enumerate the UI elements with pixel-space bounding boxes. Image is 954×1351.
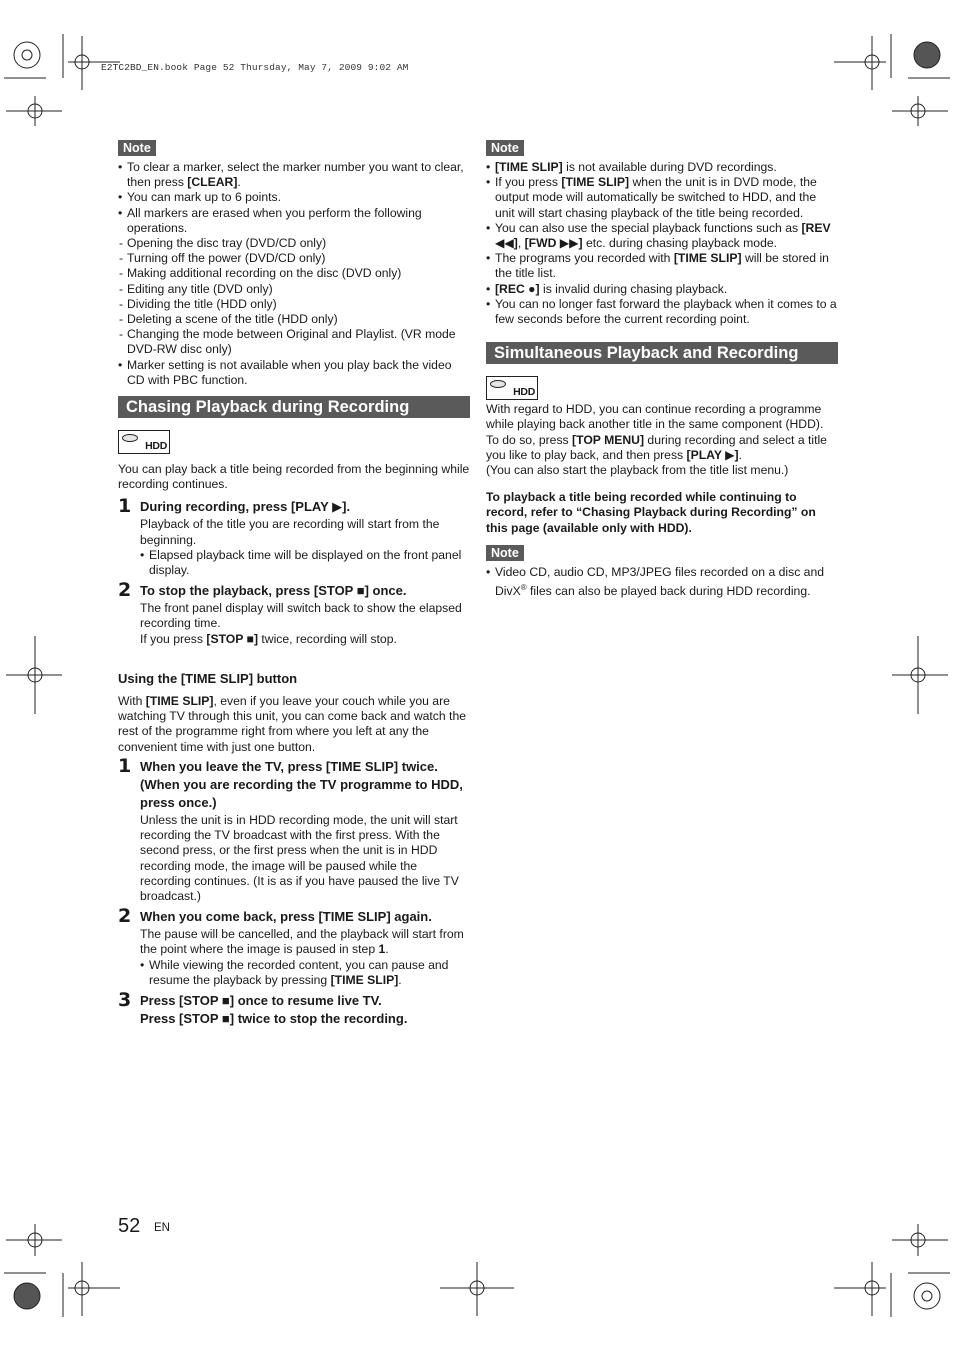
note-item: • All markers are erased when you perform the following operations. - Opening the disc tray (DVD/CD only) - Turning off the power (DVD/CD only) - Making additional recording on the disc (DVD only) - Editing any title (DVD only) - Dividing the title (HDD only) - Deleting a scene of the title (HDD only) - Changing the mode between Original and Playlist. (VR mode DVD-RW disc only) bbox=[118, 206, 470, 358]
crosshair-top-right-side bbox=[892, 96, 948, 126]
note-label: Note bbox=[486, 140, 524, 156]
step-body: The pause will be cancelled, and the playback will start from the point where the image is paused in step 1. • While viewing the recorded content, you can pause and resume the playback by pressing [TIME SLIP]. bbox=[140, 927, 470, 988]
step-number: 1 bbox=[118, 754, 132, 777]
crosshair-mid-left bbox=[6, 636, 62, 714]
note-item: • [REC ●] is invalid during chasing playback. bbox=[486, 282, 838, 297]
note-item: • You can mark up to 6 points. bbox=[118, 190, 470, 205]
step-1-play bbox=[118, 495, 470, 578]
hdd-icon: HDD bbox=[486, 376, 538, 400]
crosshair-top-right bbox=[834, 36, 886, 90]
note-item: • If you press [TIME SLIP] when the unit is in DVD mode, the output mode will automatically be switched to HDD, and the unit will start chasing playback of the title being recorded. bbox=[486, 175, 838, 221]
operation-item: - Deleting a scene of the title (HDD only) bbox=[118, 312, 470, 327]
crosshair-bottom-left bbox=[68, 1262, 120, 1316]
section-heading-simultaneous: Simultaneous Playback and Recording bbox=[486, 342, 838, 364]
print-slug: E2TC2BD_EN.book Page 52 Thursday, May 7, 2009 9:02 AM bbox=[101, 62, 409, 73]
note-item: • [TIME SLIP] is not available during DVD recordings. bbox=[486, 160, 838, 175]
step-number: 1 bbox=[118, 495, 132, 518]
note-label: Note bbox=[486, 545, 524, 561]
operations-list bbox=[118, 236, 470, 358]
timeslip-heading: Using the [TIME SLIP] button bbox=[118, 670, 298, 686]
simul-para-3: (You can also start the playback from the title list menu.) bbox=[486, 463, 789, 478]
operation-item: - Turning off the power (DVD/CD only) bbox=[118, 251, 470, 266]
note-item: • You can also use the special playback functions such as [REV ◀◀], [FWD ▶▶] etc. during chasing playback mode. bbox=[486, 221, 838, 251]
step-number: 2 bbox=[118, 579, 132, 602]
crosshair-bottom-center bbox=[440, 1262, 514, 1316]
note-item: • Video CD, audio CD, MP3/JPEG files recorded on a disc and DivX® files can also be played back during HDD recording. bbox=[486, 565, 838, 599]
note-list bbox=[486, 565, 838, 599]
step-body: Unless the unit is in HDD recording mode, the unit will start recording the TV broadcast with the first press. With the second press, or the first press when the unit is in HDD recording mode, the image will be paused while the recording continues. (It is as if you have paused the live TV broadcast.) bbox=[140, 812, 459, 903]
left-column bbox=[118, 140, 470, 1028]
note-list bbox=[486, 160, 838, 327]
disk-glyph-icon bbox=[122, 434, 138, 442]
note-item: • You can no longer fast forward the playback when it comes to a few seconds before the current recording point. bbox=[486, 297, 838, 327]
timeslip-step-3 bbox=[118, 988, 470, 1028]
page-number: 52 bbox=[118, 1215, 141, 1237]
step-body: Playback of the title you are recording will start from the beginning. • Elapsed playback time will be displayed on the front panel display. bbox=[140, 517, 470, 578]
timeslip-step-1 bbox=[118, 754, 470, 904]
hdd-badge-wrap bbox=[118, 430, 470, 454]
registration-starburst-top-left bbox=[14, 42, 40, 68]
crosshair-bottom-right bbox=[834, 1262, 886, 1316]
step-bullet: • While viewing the recorded content, you can pause and resume the playback by pressing [TIME SLIP]. bbox=[140, 958, 470, 988]
timeslip-intro: With [TIME SLIP], even if you leave your couch while you are watching TV through this unit, you can come back and watch the rest of the programme right from where you left at any the convenient time with just one button. bbox=[118, 694, 466, 754]
registration-starburst-bottom-right bbox=[914, 1283, 940, 1309]
crosshair-bottom-right-side bbox=[892, 1224, 948, 1256]
note-item: • The programs you recorded with [TIME SLIP] will be stored in the title list. bbox=[486, 251, 838, 281]
step-number: 3 bbox=[118, 988, 132, 1011]
note-label: Note bbox=[118, 140, 156, 156]
page-language: EN bbox=[154, 1222, 170, 1234]
crosshair-top-left-side bbox=[6, 96, 62, 126]
step-title: During recording, press [PLAY ▶]. bbox=[140, 499, 351, 515]
simul-para-1: With regard to HDD, you can continue recording a programme while playing back another title in the same component (HDD). bbox=[486, 402, 824, 432]
operation-item: - Dividing the title (HDD only) bbox=[118, 297, 470, 312]
section-heading-chasing-playback: Chasing Playback during Recording bbox=[118, 396, 470, 418]
step-title: Press [STOP ■] twice to stop the recording. bbox=[140, 1010, 408, 1026]
note-list bbox=[118, 160, 470, 388]
operation-item: - Changing the mode between Original and Playlist. (VR mode DVD-RW disc only) bbox=[118, 327, 470, 357]
step-title: Press [STOP ■] once to resume live TV. bbox=[140, 992, 382, 1008]
step-2-stop bbox=[118, 579, 470, 647]
step-bullet: • Elapsed playback time will be displayed on the front panel display. bbox=[140, 548, 470, 578]
step-title: To stop the playback, press [STOP ■] once. bbox=[140, 583, 407, 599]
operation-item: - Making additional recording on the disc (DVD only) bbox=[118, 266, 470, 281]
registration-starburst-top-right bbox=[914, 42, 940, 68]
step-body: The front panel display will switch back to show the elapsed recording time. If you press [STOP ■] twice, recording will stop. bbox=[140, 601, 462, 646]
registration-starburst-bottom-left bbox=[14, 1283, 40, 1309]
right-column bbox=[486, 140, 838, 599]
hdd-badge-wrap bbox=[486, 376, 838, 400]
chasing-intro: You can play back a title being recorded from the beginning while recording continues. bbox=[118, 462, 470, 492]
step-title: When you leave the TV, press [TIME SLIP] twice. (When you are recording the TV programme to HDD, press once.) bbox=[140, 758, 463, 810]
step-number: 2 bbox=[118, 905, 132, 928]
hdd-icon: HDD bbox=[118, 430, 170, 454]
note-item: • Marker setting is not available when you play back the video CD with PBC function. bbox=[118, 358, 470, 388]
note-item: • To clear a marker, select the marker number you want to clear, then press [CLEAR]. bbox=[118, 160, 470, 190]
operation-item: - Opening the disc tray (DVD/CD only) bbox=[118, 236, 470, 251]
crosshair-mid-right bbox=[892, 636, 948, 714]
operation-item: - Editing any title (DVD only) bbox=[118, 282, 470, 297]
crosshair-bottom-left-side bbox=[6, 1224, 62, 1256]
simul-para-2: To do so, press [TOP MENU] during recording and select a title you like to play back, and then press [PLAY ▶]. bbox=[486, 432, 827, 462]
disk-glyph-icon bbox=[490, 380, 506, 388]
simul-bold-note: To playback a title being recorded while continuing to record, refer to “Chasing Playback during Recording” on this page (available only with HDD). bbox=[486, 490, 816, 535]
step-title: When you come back, press [TIME SLIP] again. bbox=[140, 909, 432, 925]
timeslip-step-2 bbox=[118, 905, 470, 988]
